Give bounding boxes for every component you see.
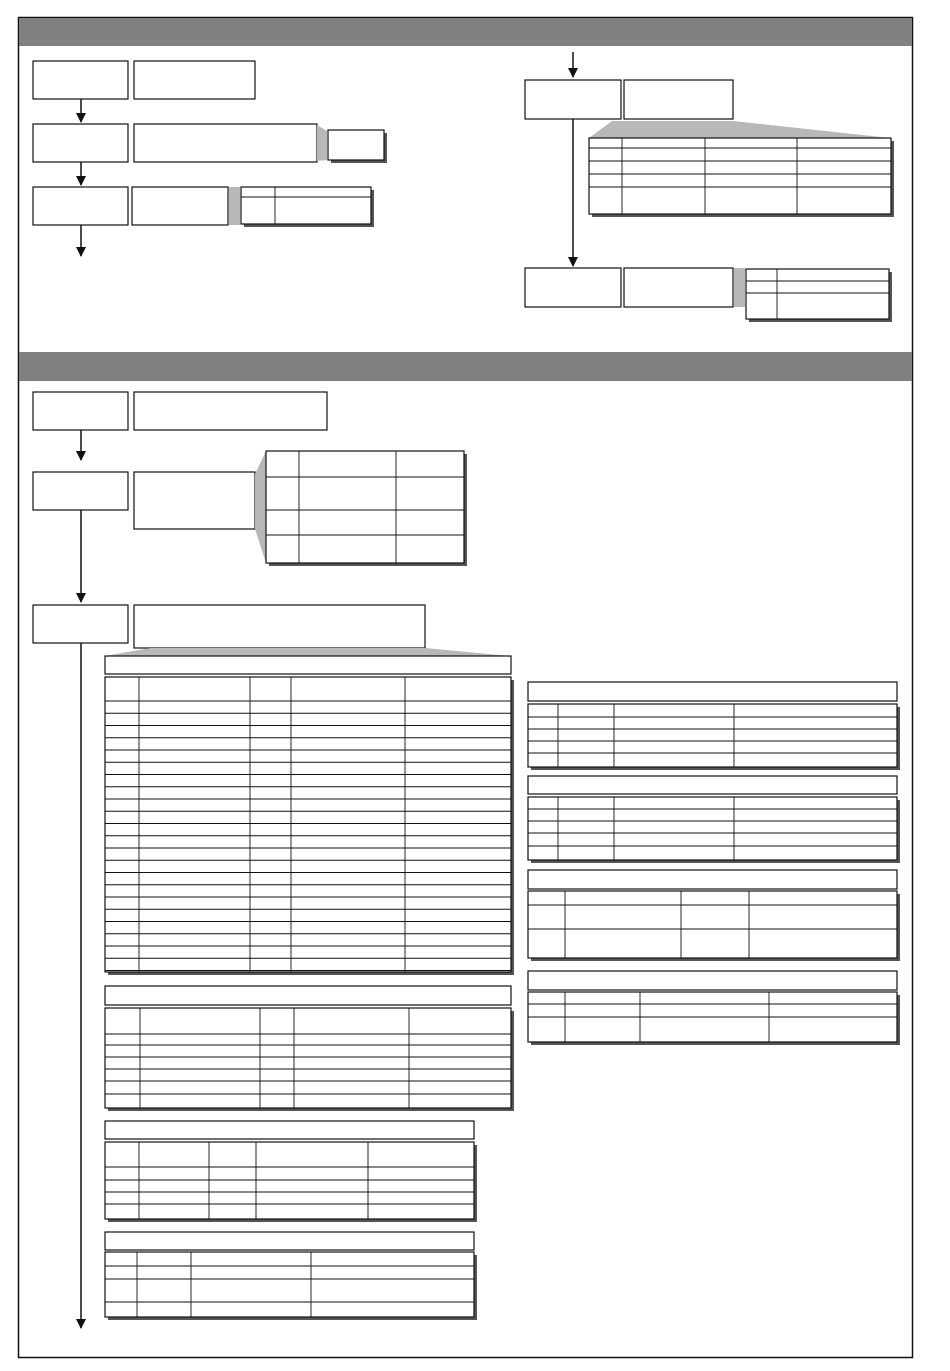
callout-connector [105, 648, 510, 656]
table-frame [105, 1252, 474, 1317]
step-box [33, 605, 128, 643]
panel-header [105, 1232, 474, 1250]
step-box [525, 80, 621, 119]
bottom-table-a [266, 451, 467, 566]
description-box [132, 187, 228, 225]
top-right-table-2 [746, 269, 892, 322]
right-table-2 [528, 797, 900, 863]
section-header-bottom [19, 352, 912, 381]
description-box [134, 472, 255, 529]
callout-connector [589, 121, 890, 138]
right-table-4 [528, 992, 900, 1045]
section-header-top [19, 18, 912, 46]
table-frame [266, 451, 464, 563]
description-box [624, 80, 733, 119]
bottom-table-c [105, 1008, 514, 1111]
right-table-3 [528, 891, 900, 961]
panel-header [528, 682, 897, 701]
table-frame [105, 1142, 474, 1219]
panel-header [105, 656, 511, 674]
value-box [328, 130, 384, 160]
top-left-table [241, 187, 374, 227]
step-box [33, 392, 128, 430]
description-box [134, 124, 317, 162]
table-frame [528, 891, 897, 958]
bottom-table-e [105, 1252, 477, 1320]
top-right-table-1 [589, 138, 894, 217]
step-box [33, 187, 128, 225]
callout-connector [734, 268, 745, 307]
bottom-table-b [105, 677, 514, 975]
panel-header [105, 986, 511, 1005]
description-box [624, 268, 733, 307]
panel-header [528, 870, 897, 889]
description-box [134, 392, 327, 430]
table-frame [746, 269, 889, 319]
table-frame [528, 704, 897, 767]
bottom-table-d [105, 1142, 477, 1222]
right-table-1 [528, 704, 900, 770]
step-box [33, 472, 128, 510]
step-box [33, 124, 128, 162]
description-box [134, 61, 255, 99]
table-frame [241, 187, 371, 224]
table-frame [105, 677, 511, 972]
callout-connector [229, 187, 240, 225]
description-box [134, 605, 425, 648]
callout-connector [255, 451, 266, 563]
table-frame [528, 797, 897, 860]
panel-header [528, 971, 897, 990]
callout-connector [317, 125, 327, 161]
table-frame [105, 1008, 511, 1108]
step-box [33, 61, 128, 99]
panel-header [105, 1121, 474, 1139]
panel-header [528, 776, 897, 794]
step-box [525, 268, 621, 307]
table-frame [589, 138, 891, 214]
